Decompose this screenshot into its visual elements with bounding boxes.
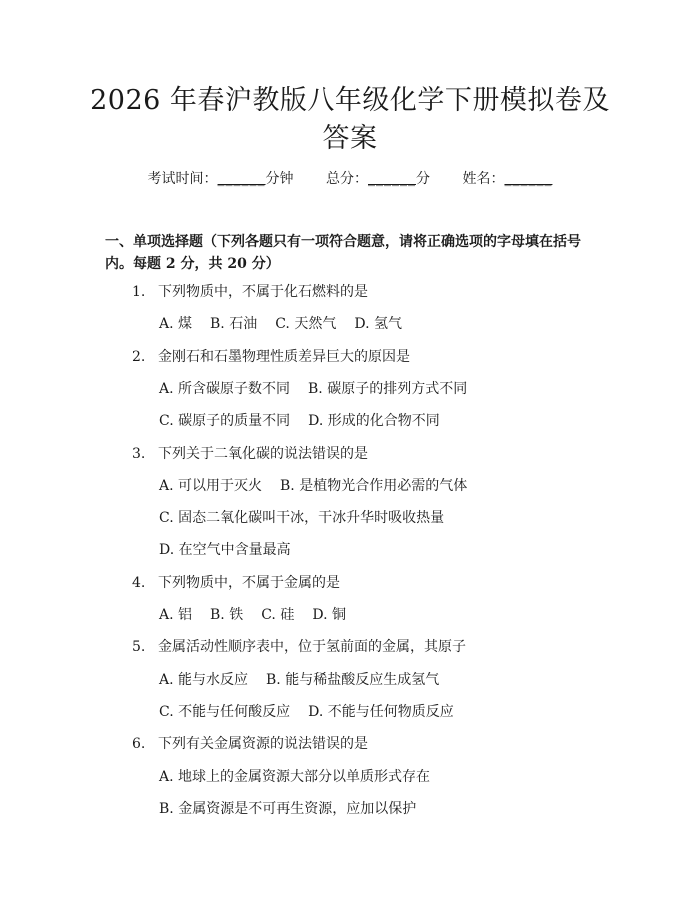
total-score-field [326,171,434,187]
question-stem [132,346,410,366]
answer-option: D. 铜 [312,607,346,623]
question-number: 5. [132,639,146,656]
exam-time-label: 考试时间： [147,171,218,187]
total-score-blank: ______ [368,171,416,187]
answer-option: C. 碳原子的质量不同 [159,413,291,430]
answer-option: B. 铁 [210,607,244,623]
option-line [159,475,485,495]
question-text: 下列关于二氧化碳的说法错误的是 [158,445,368,462]
option-line [159,798,434,818]
option-line [159,507,462,527]
option-line [159,701,472,721]
question-stem [132,281,368,301]
answer-option: B. 金属资源是不可再生资源，应加以保护 [159,800,417,817]
answer-option: A. 铝 [159,607,193,623]
answer-option: A. 地球上的金属资源大部分以单质形式存在 [159,768,431,785]
question-text: 下列物质中，不属于化石燃料的是 [158,284,368,300]
exam-time-unit: 分钟 [265,171,294,187]
option-line [159,669,457,689]
answer-option: D. 氢气 [354,316,402,333]
section-heading: 一、单项选择题（下列各题只有一项符合题意，请将正确选项的字母填在括号内。每题 2 分，共 20 分） [105,234,581,272]
total-score-unit: 分 [416,171,430,187]
option-line [159,604,364,624]
option-line [159,539,309,559]
answer-option: B. 石油 [210,316,258,333]
option-line [159,313,420,333]
answer-option: D. 形成的化合物不同 [308,413,440,430]
page-title: 2026 年春沪教版八年级化学下册模拟卷及答案 [90,85,610,154]
answer-option: A. 可以用于灭火 [159,477,263,494]
question-stem [132,572,340,592]
exam-info-line [0,168,700,188]
option-line [159,378,485,398]
question-text: 金属活动性顺序表中，位于氢前面的金属，其原子 [158,639,466,656]
question-number: 3. [132,445,146,462]
question-text: 下列有关金属资源的说法错误的是 [158,736,368,753]
answer-option: C. 天然气 [275,316,337,333]
option-line [159,410,458,430]
question-stem [132,636,466,656]
question-number: 1. [132,284,146,300]
student-name-blank: ______ [504,171,553,187]
answer-option: C. 固态二氧化碳叫干冰，干冰升华时吸收热量 [159,510,445,527]
answer-option: A. 煤 [159,316,193,333]
answer-option: B. 碳原子的排列方式不同 [308,380,468,397]
answer-option: B. 是植物光合作用必需的气体 [280,477,468,494]
answer-option: C. 硅 [261,607,295,623]
answer-option: B. 能与稀盐酸反应生成氢气 [266,671,440,688]
answer-option: C. 不能与任何酸反应 [159,703,291,720]
student-name-label: 姓名： [462,171,505,187]
answer-option: A. 能与水反应 [159,671,249,688]
question-number: 2. [132,348,146,365]
answer-option: A. 所含碳原子数不同 [159,380,291,397]
option-line [159,766,448,786]
exam-time-blank: ______ [217,171,266,187]
question-stem [132,443,368,463]
question-text: 下列物质中，不属于金属的是 [158,574,340,591]
answer-option: D. 不能与任何物质反应 [308,703,454,720]
student-name-field [462,171,552,187]
question-text: 金刚石和石墨物理性质差异巨大的原因是 [158,348,410,365]
exam-time-field [148,171,298,187]
question-number: 6. [132,736,146,753]
answer-option: D. 在空气中含量最高 [159,542,291,559]
question-stem [132,733,368,753]
question-number: 4. [132,574,146,591]
total-score-label: 总分： [326,171,368,187]
